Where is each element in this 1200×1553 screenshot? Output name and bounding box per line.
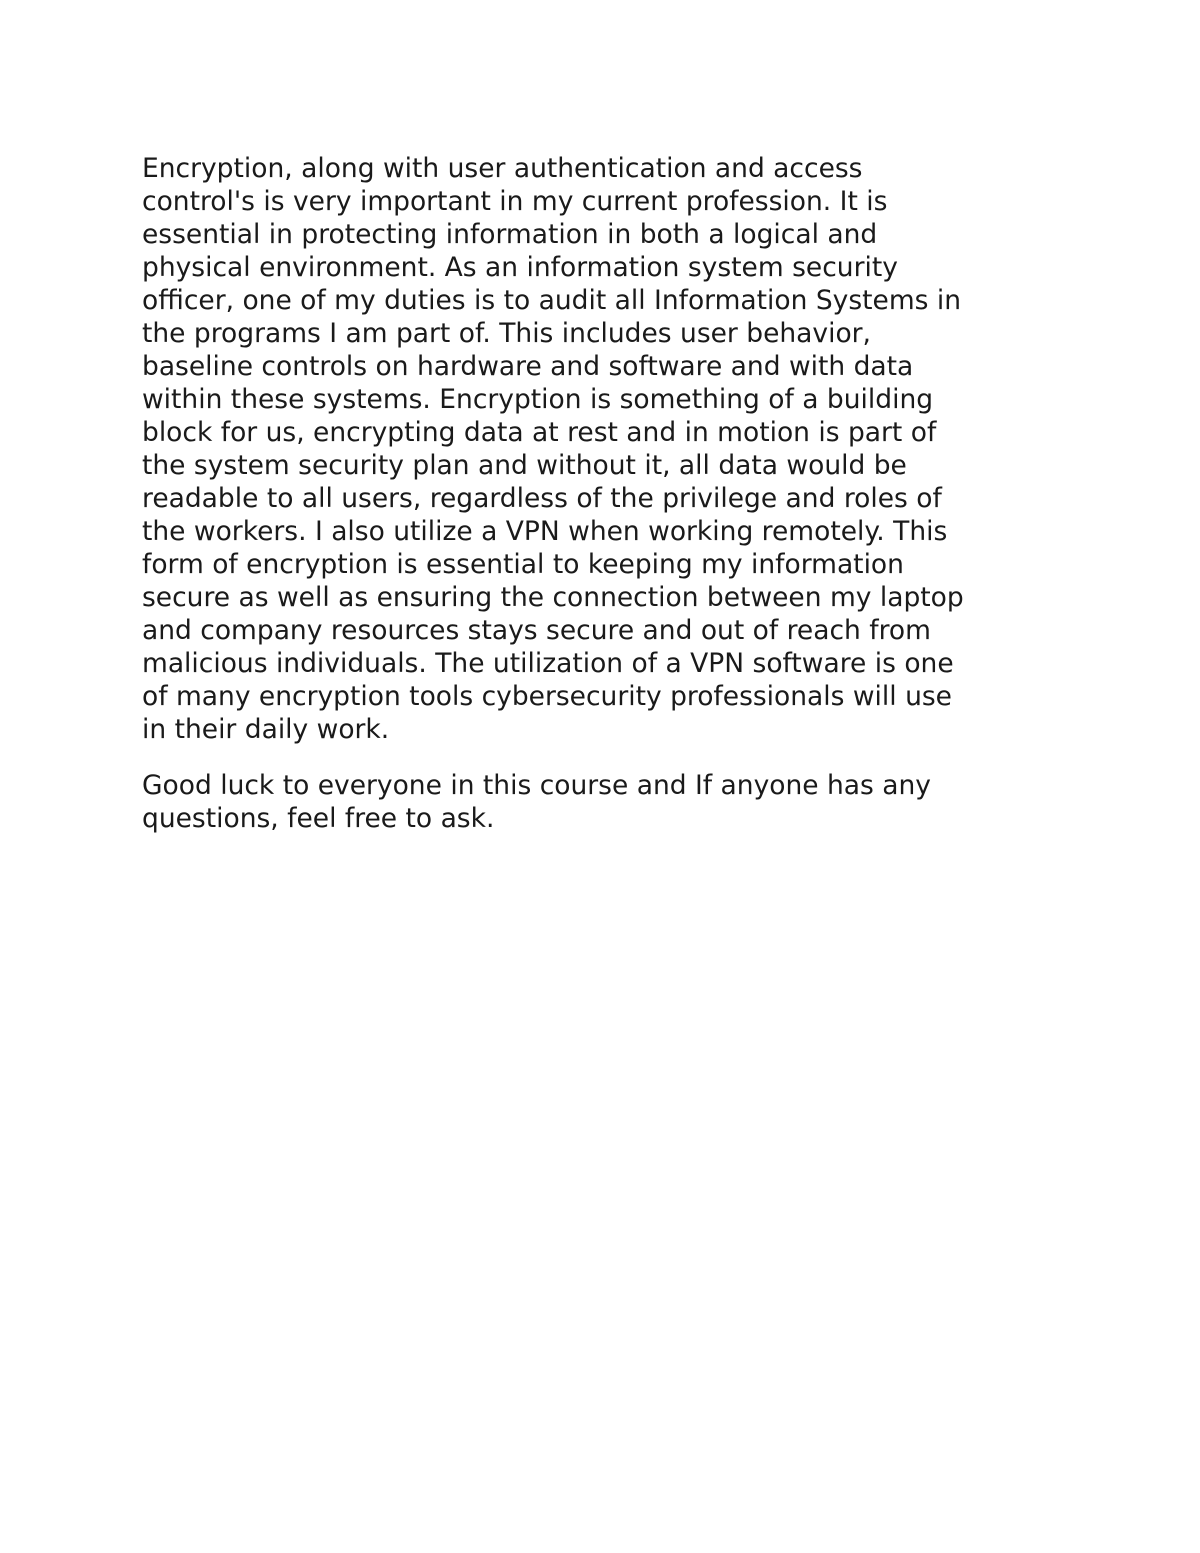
text-line: malicious individuals. The utilization of a VPN software is one xyxy=(142,648,954,679)
text-line: control's is very important in my current profession. It is xyxy=(142,186,888,217)
text-line: the system security plan and without it, all data would be xyxy=(142,450,907,481)
document-body xyxy=(142,152,1062,835)
text-line: the programs I am part of. This includes user behavior, xyxy=(142,318,871,349)
text-line: officer, one of my duties is to audit all Information Systems in xyxy=(142,285,962,316)
text-line: physical environment. As an information system security xyxy=(142,252,898,283)
text-line: and company resources stays secure and out of reach from xyxy=(142,615,931,646)
text-line: Encryption, along with user authentication and access xyxy=(142,153,863,184)
text-line: within these systems. Encryption is something of a building xyxy=(142,384,934,415)
text-line: Good luck to everyone in this course and If anyone has any xyxy=(142,770,931,801)
text-line: questions, feel free to ask. xyxy=(142,803,495,834)
text-line: form of encryption is essential to keeping my information xyxy=(142,549,904,580)
text-line: of many encryption tools cybersecurity professionals will use xyxy=(142,681,952,712)
text-line: readable to all users, regardless of the privilege and roles of xyxy=(142,483,942,514)
text-line: in their daily work. xyxy=(142,714,390,745)
paragraph-spacer xyxy=(142,746,1062,769)
paragraph-encryption xyxy=(142,152,1062,746)
text-line: the workers. I also utilize a VPN when working remotely. This xyxy=(142,516,948,547)
text-line: block for us, encrypting data at rest and in motion is part of xyxy=(142,417,937,448)
paragraph-closing xyxy=(142,769,1062,835)
text-line: secure as well as ensuring the connection between my laptop xyxy=(142,582,964,613)
text-line: baseline controls on hardware and software and with data xyxy=(142,351,914,382)
text-line: essential in protecting information in both a logical and xyxy=(142,219,878,250)
